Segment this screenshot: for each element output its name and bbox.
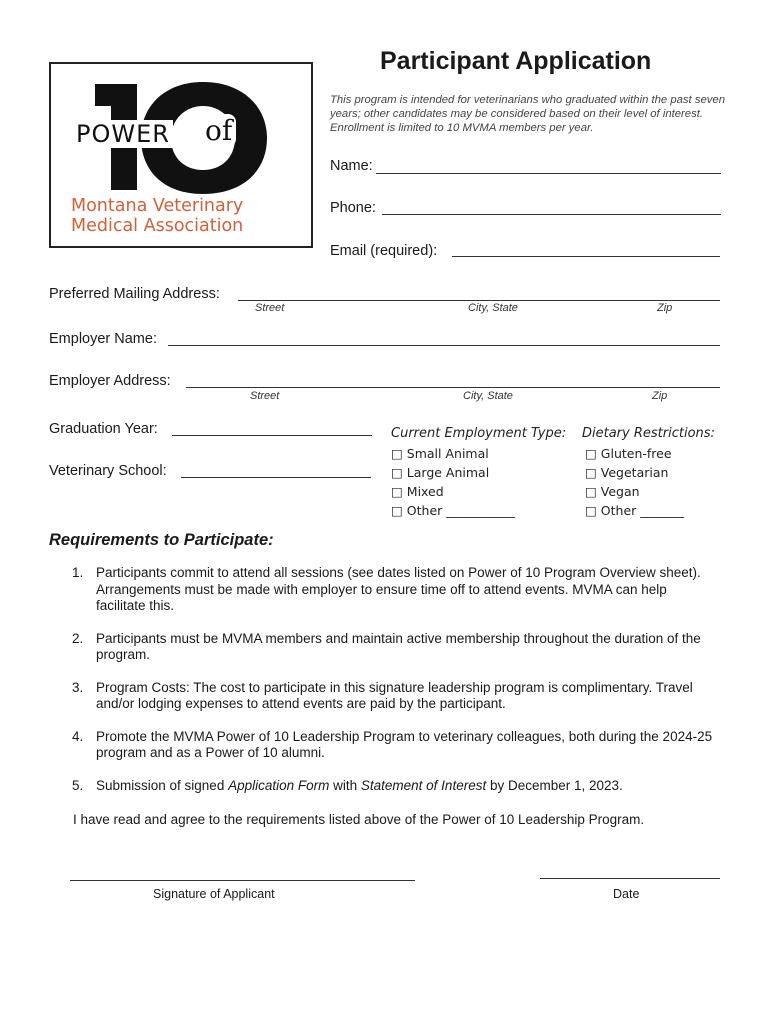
date-field[interactable]	[540, 878, 720, 879]
phone-field[interactable]	[382, 214, 721, 215]
dietary-option-vegetarian[interactable]: □ Vegetarian	[585, 465, 669, 480]
requirement-number: 4.	[72, 728, 84, 744]
application-form-emphasis: Application Form	[228, 777, 330, 793]
requirement-number: 5.	[72, 777, 84, 793]
mailing-address-label: Preferred Mailing Address:	[49, 286, 220, 302]
requirement-number: 2.	[72, 630, 84, 646]
mailing-street-sublabel: Street	[255, 302, 285, 314]
dietary-option-gluten-free[interactable]: □ Gluten-free	[585, 446, 672, 461]
veterinary-school-field[interactable]	[181, 477, 371, 478]
page-title: Participant Application	[380, 47, 652, 75]
logo-of-text: of	[201, 114, 236, 147]
phone-label: Phone:	[330, 200, 376, 216]
employer-name-field[interactable]	[168, 345, 720, 346]
employment-option-mixed[interactable]: □ Mixed	[391, 484, 444, 499]
requirement-text-pre: Submission of signed	[96, 777, 229, 793]
requirement-item	[72, 565, 720, 615]
logo-org-line-2: Medical Association	[71, 216, 244, 236]
requirement-text: Program Costs: The cost to participate in this signature leadership program is complimentary. Travel and/or lodging expenses to attend events are paid by the participant.	[96, 679, 693, 711]
signature-field[interactable]	[70, 880, 415, 881]
email-field[interactable]	[452, 256, 720, 257]
dietary-option-other[interactable]: □ Other _______	[585, 503, 684, 518]
requirement-text: Promote the MVMA Power of 10 Leadership Program to veterinary colleagues, both during the 2024-25 program and as a Power of 10 alumni.	[96, 728, 713, 760]
requirement-text-post: by December 1, 2023.	[486, 777, 623, 793]
date-label: Date	[613, 887, 640, 901]
statement-of-interest-emphasis: Statement of Interest	[360, 777, 487, 793]
employer-address-field[interactable]	[186, 387, 720, 388]
requirement-text: Participants commit to attend all sessions (see dates listed on Power of 10 Program Overview sheet). Arrangements must be made with employer to ensure time off to attend events. MVMA can help facilitate this.	[96, 565, 701, 613]
veterinary-school-label: Veterinary School:	[49, 463, 167, 479]
dietary-restrictions-heading: Dietary Restrictions:	[582, 426, 715, 441]
requirement-number: 1.	[72, 565, 84, 580]
employer-street-sublabel: Street	[250, 390, 280, 402]
logo-organization-name	[71, 196, 243, 236]
requirement-item	[72, 631, 720, 664]
employer-city-state-sublabel: City, State	[463, 390, 513, 402]
requirement-item	[72, 778, 720, 795]
employer-address-label: Employer Address:	[49, 373, 171, 389]
logo-power-text: POWER	[73, 120, 173, 148]
employer-zip-sublabel: Zip	[652, 390, 668, 402]
requirement-item	[72, 729, 720, 762]
program-intro: This program is intended for veterinarians who graduated within the past seven years; other candidates may be considered based on their level of interest. Enrollment is limited to 10 MVMA members per year.	[330, 94, 725, 134]
mailing-city-state-sublabel: City, State	[468, 302, 518, 314]
requirement-item	[72, 680, 720, 713]
mailing-zip-sublabel: Zip	[657, 302, 673, 314]
dietary-option-vegan[interactable]: □ Vegan	[585, 484, 640, 499]
graduation-year-label: Graduation Year:	[49, 421, 158, 437]
employment-option-small-animal[interactable]: □ Small Animal	[391, 446, 489, 461]
logo-org-line-1: Montana Veterinary	[71, 196, 244, 216]
mvma-power-of-10-logo	[49, 62, 313, 248]
name-label: Name:	[330, 158, 373, 174]
requirements-heading: Requirements to Participate:	[49, 531, 274, 549]
requirement-number: 3.	[72, 679, 84, 695]
employment-type-heading: Current Employment Type:	[391, 426, 567, 441]
requirement-text: Participants must be MVMA members and maintain active membership throughout the duration of the program.	[96, 630, 701, 662]
employment-option-large-animal[interactable]: □ Large Animal	[391, 465, 490, 480]
employer-name-label: Employer Name:	[49, 331, 157, 347]
employment-option-other[interactable]: □ Other ___________	[391, 503, 515, 518]
signature-label: Signature of Applicant	[153, 887, 275, 901]
requirement-text-mid: with	[329, 777, 361, 793]
graduation-year-field[interactable]	[172, 435, 372, 436]
email-label: Email (required):	[330, 243, 438, 259]
requirements-list	[72, 565, 720, 810]
name-field[interactable]	[376, 173, 721, 174]
mailing-address-field[interactable]	[238, 300, 720, 301]
agreement-statement: I have read and agree to the requirements listed above of the Power of 10 Leadership Program.	[73, 812, 645, 827]
